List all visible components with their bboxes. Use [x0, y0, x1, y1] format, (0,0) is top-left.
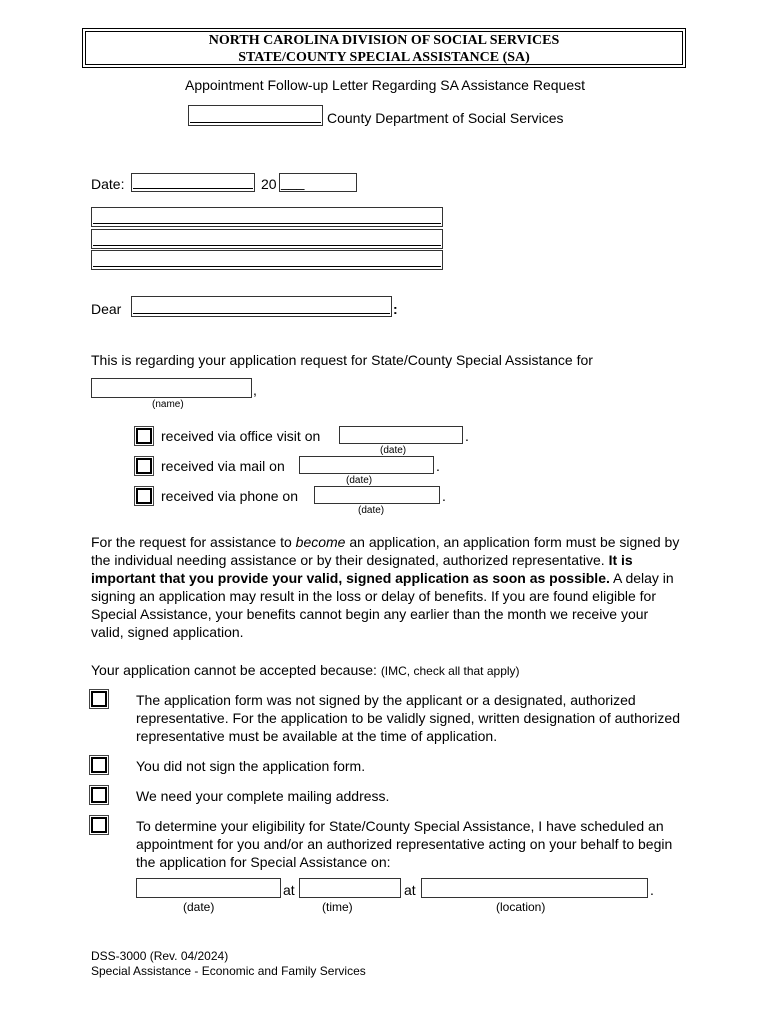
address-line-3-field[interactable]: [91, 250, 443, 270]
reason-appointment-text: To determine your eligibility for State/County Special Assistance, I have scheduled an appointment for you and/or an authorized representative acting on your behalf to begin the application for Special Assistance on:: [136, 818, 673, 870]
phone-checkbox[interactable]: [136, 488, 152, 504]
applicant-name-field[interactable]: [91, 378, 252, 398]
request-bold: It is important that you provide your valid, signed application as soon as possible.: [91, 552, 633, 586]
form-header: [82, 28, 686, 68]
reason-appointment-checkbox[interactable]: [91, 817, 107, 833]
dear-name-field[interactable]: [131, 296, 392, 317]
mail-checkbox[interactable]: [136, 458, 152, 474]
mail-date-caption: (date): [346, 475, 373, 486]
reason-unsigned-by-applicant-text: The application form was not signed by the applicant or a designated, authorized representative. For the application to be validly signed, written designation of authorized representative must be available at the time of application.: [136, 692, 680, 744]
dear-label: Dear: [91, 301, 122, 317]
appointment-time-caption: (time): [322, 900, 353, 914]
form-id: DSS-3000 (Rev. 04/2024): [91, 949, 229, 963]
cannot-accept-line: [91, 662, 520, 678]
reason-not-signed-checkbox[interactable]: [91, 757, 107, 773]
date-label: Date:: [91, 176, 125, 192]
request-paragraph: [91, 533, 681, 641]
appointment-date-caption: (date): [183, 900, 215, 914]
reason-mailing-address-checkbox[interactable]: [91, 787, 107, 803]
dear-colon: :: [393, 301, 398, 317]
phone-date-field[interactable]: [314, 486, 440, 504]
request-text-1: For the request for assistance to: [91, 534, 296, 550]
phone-period: .: [442, 488, 446, 504]
letter-subtitle: Appointment Follow-up Letter Regarding SA Assistance Request: [184, 77, 585, 93]
name-comma: ,: [253, 382, 257, 398]
year-field[interactable]: [279, 173, 357, 192]
office-visit-period: .: [465, 428, 469, 444]
address-line-1-field[interactable]: [91, 207, 443, 227]
mail-label: received via mail on: [161, 458, 285, 474]
appointment-period: .: [650, 882, 654, 898]
phone-date-caption: (date): [358, 505, 385, 516]
appointment-at-1: at: [283, 882, 295, 898]
division-name: Special Assistance - Economic and Family Services: [91, 964, 366, 978]
appointment-at-2: at: [404, 882, 416, 898]
office-visit-checkbox[interactable]: [136, 428, 152, 444]
header-line-2: STATE/COUNTY SPECIAL ASSISTANCE (SA): [238, 50, 530, 65]
header-line-1: NORTH CAROLINA DIVISION OF SOCIAL SERVICES: [208, 33, 560, 48]
cannot-accept-text: Your application cannot be accepted because:: [91, 662, 381, 678]
mail-period: .: [436, 458, 440, 474]
request-italic: become: [295, 534, 346, 550]
year-blank: ___: [281, 174, 305, 190]
office-visit-date-field[interactable]: [339, 426, 463, 444]
office-visit-date-caption: (date): [380, 445, 407, 456]
office-visit-label: received via office visit on: [161, 428, 321, 444]
county-suffix: County Department of Social Services: [327, 110, 564, 126]
appointment-location-caption: (location): [496, 900, 546, 914]
reason-unsigned-by-applicant-checkbox[interactable]: [91, 691, 107, 707]
appointment-time-field[interactable]: [299, 878, 401, 898]
appointment-date-field[interactable]: [136, 878, 281, 898]
reason-not-signed-text: You did not sign the application form.: [136, 758, 366, 774]
cannot-accept-note: (IMC, check all that apply): [380, 664, 520, 678]
county-name-field[interactable]: [188, 105, 323, 126]
appointment-location-field[interactable]: [421, 878, 648, 898]
phone-label: received via phone on: [161, 488, 298, 504]
reason-mailing-address-text: We need your complete mailing address.: [136, 788, 390, 804]
address-line-2-field[interactable]: [91, 229, 443, 249]
regarding-text: This is regarding your application request for State/County Special Assistance for: [91, 352, 593, 368]
year-prefix: 20: [261, 176, 277, 192]
request-text-3: A delay in signing an application may result in the loss or delay of benefits. If you are found eligible for Special Assistance, your benefits cannot begin any earlier than the month we receive your valid, signed application.: [91, 570, 674, 640]
date-field[interactable]: [131, 173, 255, 192]
request-text-2: an application, an application form must be signed by the individual needing assistance or by their designated, authorized representative.: [91, 534, 680, 568]
name-caption: (name): [152, 399, 184, 410]
mail-date-field[interactable]: [299, 456, 434, 474]
